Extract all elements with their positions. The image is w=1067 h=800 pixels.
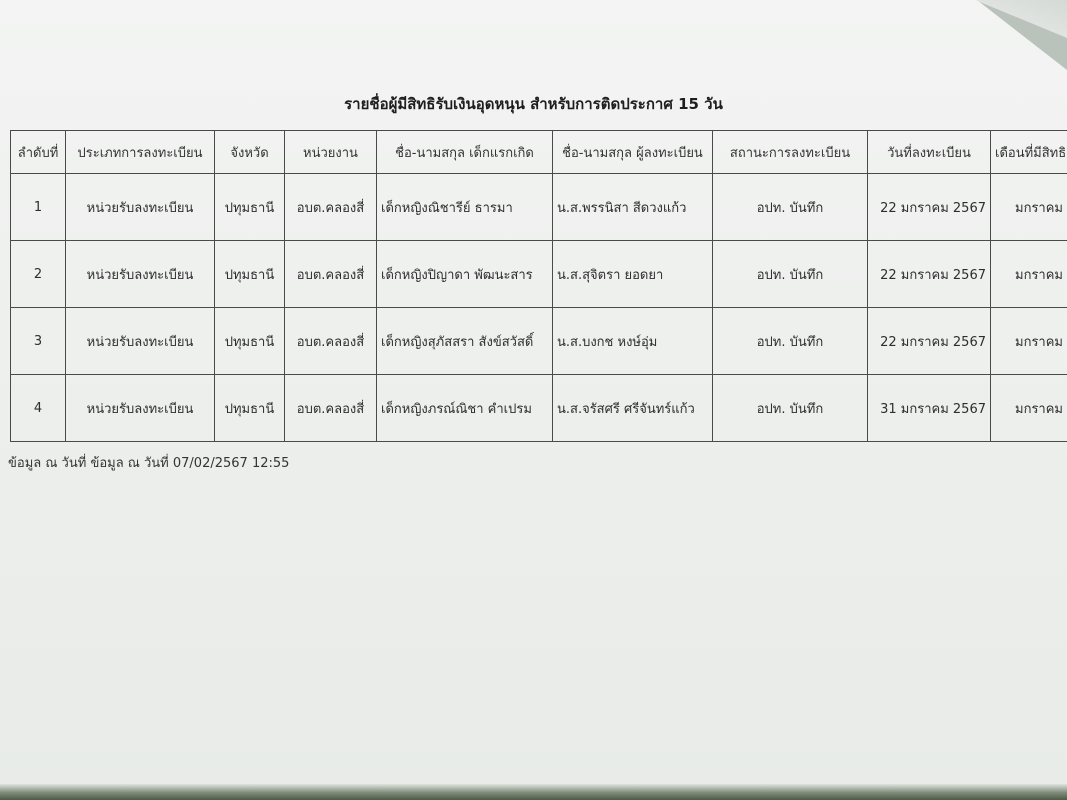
cell-agency: อบต.คลองสี่	[285, 308, 377, 375]
cell-province: ปทุมธานี	[215, 174, 285, 241]
cell-registrant-name: น.ส.จรัสศรี ศรีจันทร์แก้ว	[553, 375, 713, 442]
cell-date: 22 มกราคม 2567	[868, 308, 991, 375]
cell-status: อปท. บันทึก	[713, 241, 868, 308]
cell-child-name: เด็กหญิงณิชารีย์ ธารมา	[377, 174, 553, 241]
cell-status: อปท. บันทึก	[713, 375, 868, 442]
header-child-name: ชื่อ-นามสกุล เด็กแรกเกิด	[377, 131, 553, 174]
header-status: สถานะการลงทะเบียน	[713, 131, 868, 174]
cell-agency: อบต.คลองสี่	[285, 375, 377, 442]
cell-month: มกราคม	[991, 375, 1067, 442]
cell-registrant-name: น.ส.สุจิตรา ยอดยา	[553, 241, 713, 308]
registrant-table	[10, 130, 1067, 442]
cell-status: อปท. บันทึก	[713, 174, 868, 241]
cell-month: มกราคม	[991, 241, 1067, 308]
table-row	[11, 174, 1067, 241]
header-registrant-name: ชื่อ-นามสกุล ผู้ลงทะเบียน	[553, 131, 713, 174]
cell-month: มกราคม	[991, 174, 1067, 241]
cell-type: หน่วยรับลงทะเบียน	[66, 308, 215, 375]
cell-child-name: เด็กหญิงภรณ์ณิชา คำเปรม	[377, 375, 553, 442]
cell-date: 31 มกราคม 2567	[868, 375, 991, 442]
header-type: ประเภทการลงทะเบียน	[66, 131, 215, 174]
cell-type: หน่วยรับลงทะเบียน	[66, 375, 215, 442]
table-row	[11, 375, 1067, 442]
cell-registrant-name: น.ส.พรรนิสา สีดวงแก้ว	[553, 174, 713, 241]
cell-child-name: เด็กหญิงสุภัสสรา สังข์สวัสดิ์	[377, 308, 553, 375]
table-row	[11, 241, 1067, 308]
cell-status: อปท. บันทึก	[713, 308, 868, 375]
cell-no: 1	[11, 174, 66, 241]
cell-no: 3	[11, 308, 66, 375]
cell-agency: อบต.คลองสี่	[285, 241, 377, 308]
cell-no: 4	[11, 375, 66, 442]
header-date: วันที่ลงทะเบียน	[868, 131, 991, 174]
background-bottom-edge	[0, 784, 1067, 800]
header-month: เดือนที่มีสิทธิ	[991, 131, 1067, 174]
table-row	[11, 308, 1067, 375]
cell-province: ปทุมธานี	[215, 241, 285, 308]
cell-child-name: เด็กหญิงปิญาดา พัฒนะสาร	[377, 241, 553, 308]
document-title: รายชื่อผู้มีสิทธิรับเงินอุดหนุน สำหรับการติดประกาศ 15 วัน	[344, 95, 723, 113]
cell-type: หน่วยรับลงทะเบียน	[66, 174, 215, 241]
cell-no: 2	[11, 241, 66, 308]
cell-date: 22 มกราคม 2567	[868, 241, 991, 308]
header-agency: หน่วยงาน	[285, 131, 377, 174]
cell-province: ปทุมธานี	[215, 375, 285, 442]
header-no: ลำดับที่	[11, 131, 66, 174]
data-timestamp-note: ข้อมูล ณ วันที่ ข้อมูล ณ วันที่ 07/02/2567 12:55	[8, 456, 290, 471]
cell-date: 22 มกราคม 2567	[868, 174, 991, 241]
cell-agency: อบต.คลองสี่	[285, 174, 377, 241]
cell-month: มกราคม	[991, 308, 1067, 375]
cell-registrant-name: น.ส.บงกช หงษ์อุ่ม	[553, 308, 713, 375]
table-header-row	[11, 131, 1067, 174]
cell-province: ปทุมธานี	[215, 308, 285, 375]
header-province: จังหวัด	[215, 131, 285, 174]
cell-type: หน่วยรับลงทะเบียน	[66, 241, 215, 308]
